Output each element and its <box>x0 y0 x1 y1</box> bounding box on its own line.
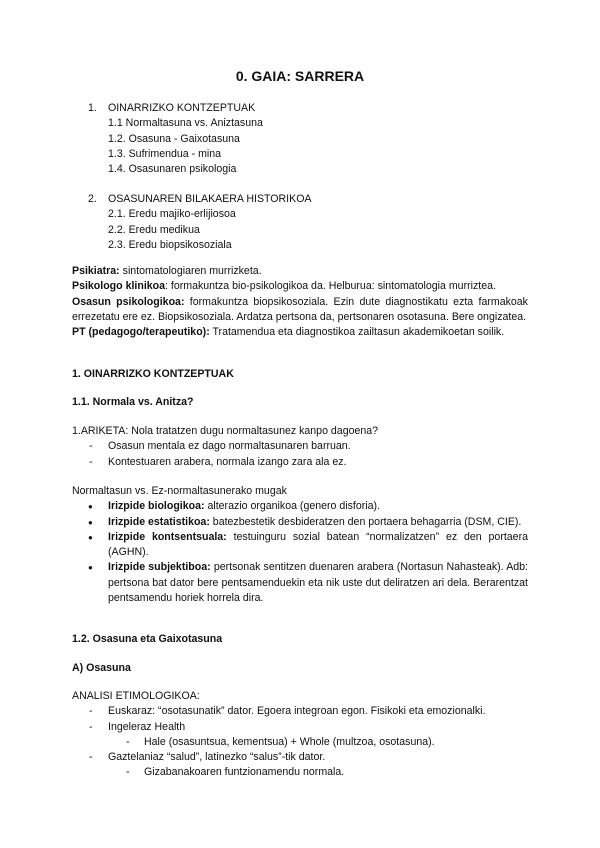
term: Irizpide subjektiboa: <box>108 561 211 574</box>
def-term: Psikiatra: <box>72 265 120 277</box>
heading-a: A) Osasuna <box>72 662 131 674</box>
exercise-question: 1.ARIKETA: Nola tratatzen dugu normaltasunez kanpo dagoena? <box>72 425 379 437</box>
list-item: - Gizabanakoaren funtzionamendu normala. <box>72 765 528 780</box>
def-term: Osasun psikologikoa: <box>72 295 185 308</box>
definitions <box>72 264 528 340</box>
toc-item: 2.3. Eredu biopsikosoziala <box>108 238 232 251</box>
toc-section-2 <box>88 192 544 253</box>
list-item: - Ingeleraz Health <box>72 720 528 735</box>
list-item: - Hale (osasuntsua, kementsua) + Whole (multzoa, osotasuna). <box>72 735 528 750</box>
page-title: 0. GAIA: SARRERA <box>235 68 365 84</box>
list-item <box>72 530 528 561</box>
def-text: : formakuntza bio-psikologikoa da. Helburua: sintomatologia murriztea. <box>165 280 496 293</box>
toc-section-1 <box>88 101 544 177</box>
etymology <box>72 689 528 781</box>
term: Irizpide biologikoa: <box>108 500 205 513</box>
etymology-title: ANALISI ETIMOLOGIKOA: <box>72 690 200 702</box>
toc-item: 1.2. Osasuna - Gaixotasuna <box>108 132 240 145</box>
toc-number: 2. <box>88 193 97 205</box>
criteria <box>72 484 528 606</box>
text: pertsonak sentitzen duenaren arabera (Nortasun Nahasteak). Adb: pertsona bat dator bere pentsamenduekin eta nik uste dut deliratzen ari dela. Berarentzat pentsamendu horiek horrela dira. <box>108 561 529 605</box>
text: alterazio organikoa (genero disforia). <box>204 500 381 513</box>
list-item <box>72 499 528 514</box>
def-term: PT (pedagogo/terapeutiko): <box>72 326 210 339</box>
def-text: Tratamendua eta diagnostikoa zailtasun akademikoetan soilik. <box>209 326 505 339</box>
def-text: formakuntza biopsikosoziala. Ezin dute diagnostikatu ezta farmakoak errezetatu ere ez. Biopsikosoziala. Ardatza pertsona da, pertsonaren osotasuna. Bere ongizatea. <box>72 295 528 323</box>
heading-1-2: 1.2. Osasuna eta Gaixotasuna <box>72 633 223 645</box>
toc-heading: OINARRIZKO KONTZEPTUAK <box>108 102 256 114</box>
heading-1-1: 1.1. Normala vs. Anitza? <box>72 396 194 408</box>
toc-item: 1.4. Osasunaren psikologia <box>108 163 237 176</box>
exercise <box>72 424 528 470</box>
toc-item: 1.3. Sufrimendua - mina <box>108 147 222 160</box>
list-item: - Euskaraz: “osotasunatik” dator. Egoera integroan egon. Fisikoki eta emozionalki. <box>72 704 528 719</box>
def-text: sintomatologiaren murrizketa. <box>119 265 262 277</box>
toc-item: 2.2. Eredu medikua <box>108 223 200 236</box>
text: batezbestetik desbideratzen den portaera behagarria (DSM, CIE). <box>209 515 522 528</box>
heading-1: 1. OINARRIZKO KONTZEPTUAK <box>72 368 234 380</box>
toc-heading: OSASUNAREN BILAKAERA HISTORIKOA <box>108 193 312 205</box>
list-item: - Osasun mentala ez dago normaltasunaren barruan. <box>72 439 528 454</box>
toc-item: 2.1. Eredu majiko-erlijiosoa <box>108 208 236 221</box>
term: Irizpide estatistikoa: <box>108 515 210 528</box>
list-item <box>72 560 528 606</box>
list-item <box>72 515 528 530</box>
def-term: Psikologo klinikoa <box>72 280 166 293</box>
criteria-title: Normaltasun vs. Ez-normaltasunerako mugak <box>72 485 287 497</box>
list-item: - Gaztelaniaz “salud”, latinezko “salus”-tik dator. <box>72 750 528 765</box>
text: testuinguru sozial batean “normalizatzen” ez den portaera (AGHN). <box>108 530 528 559</box>
toc-number: 1. <box>88 102 97 114</box>
term: Irizpide kontsentsuala: <box>108 530 227 543</box>
toc-item: 1.1 Normaltasuna vs. Aniztasuna <box>108 117 263 130</box>
list-item: - Kontestuaren arabera, normala izango zara ala ez. <box>72 455 528 470</box>
